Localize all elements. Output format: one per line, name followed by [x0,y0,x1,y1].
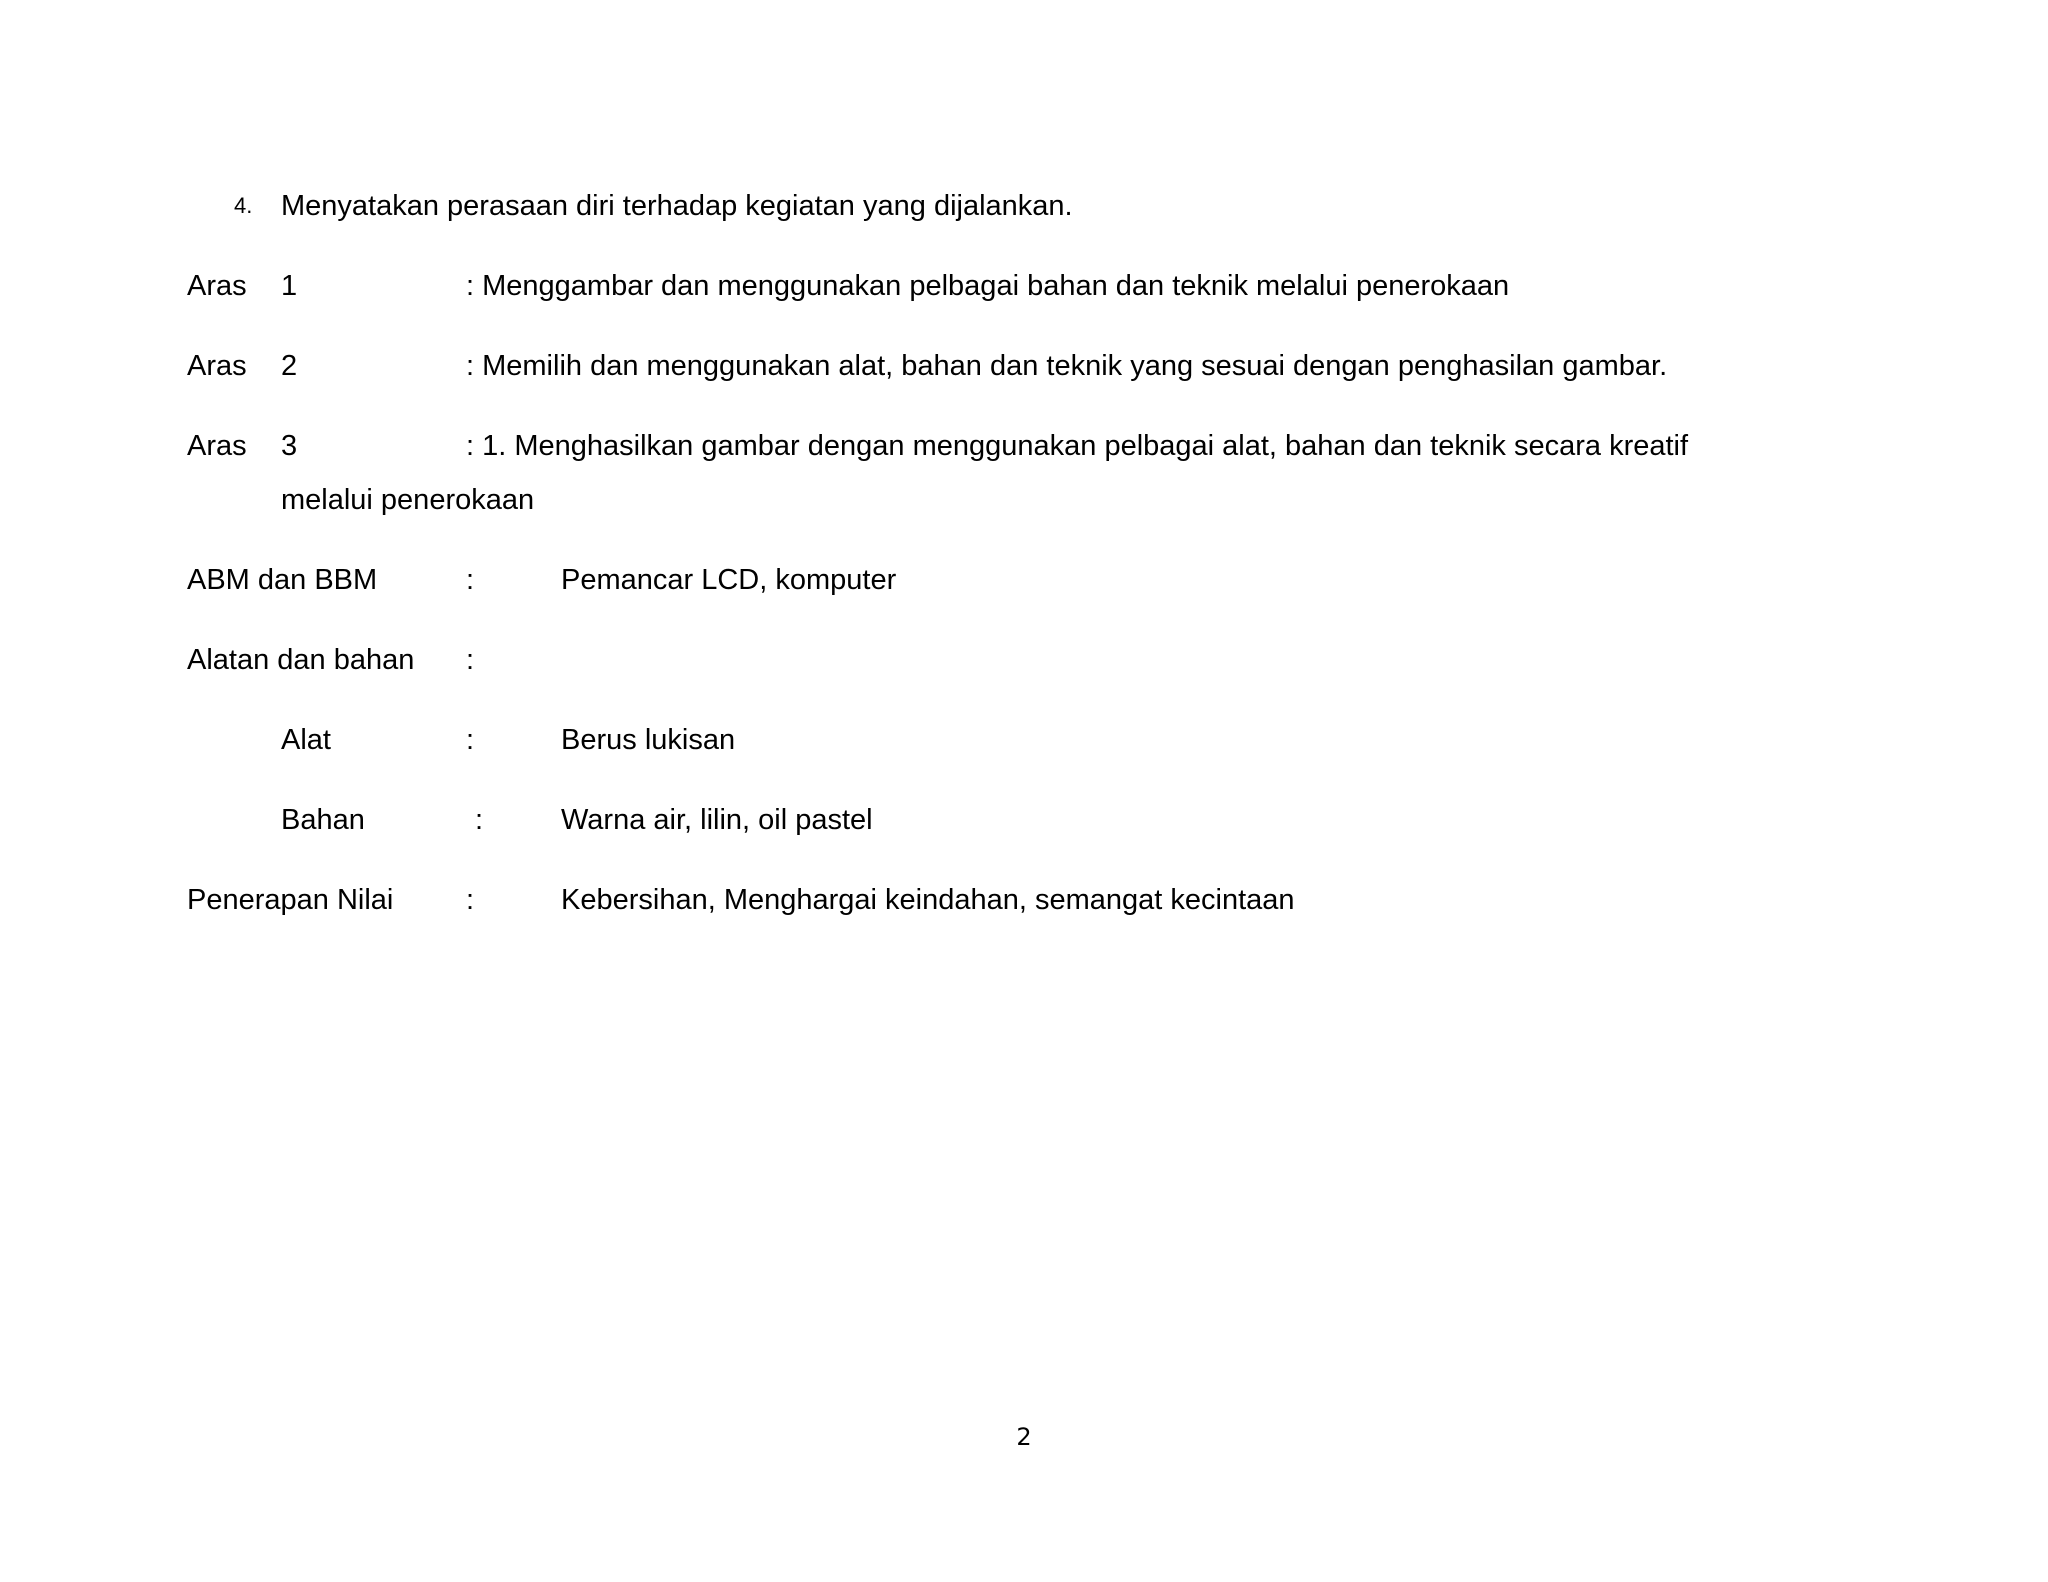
alat-value: Berus lukisan [561,724,736,756]
nilai-colon: : [466,884,475,916]
aras-3-label: Aras [187,430,247,462]
nilai-label: Penerapan Nilai [187,884,394,916]
abm-value: Pemancar LCD, komputer [561,564,897,596]
aras-3-text: : 1. Menghasilkan gambar dengan menggunakan pelbagai alat, bahan dan teknik secara kreatif [466,430,1689,462]
alat-label: Alat [281,724,331,756]
aras-1-text: : Menggambar dan menggunakan pelbagai bahan dan teknik melalui penerokaan [466,270,1510,302]
alat-colon: : [466,724,475,756]
aras-2-text: : Memilih dan menggunakan alat, bahan dan teknik yang sesuai dengan penghasilan gambar. [466,350,1668,382]
aras-2-level: 2 [281,350,298,382]
page-number: 2 [1016,1423,1032,1451]
item-4-text: Menyatakan perasaan diri terhadap kegiatan yang dijalankan. [281,190,1073,222]
aras-3-level: 3 [281,430,298,462]
item-4-number: 4. [234,193,253,218]
abm-label: ABM dan BBM [187,564,378,596]
bahan-label: Bahan [281,804,365,836]
bahan-colon: : [475,804,484,836]
nilai-value: Kebersihan, Menghargai keindahan, semangat kecintaan [561,884,1295,916]
alatan-label: Alatan dan bahan [187,644,415,676]
aras-2-label: Aras [187,350,247,382]
abm-colon: : [466,564,475,596]
aras-1-level: 1 [281,270,298,302]
alatan-colon: : [466,644,475,676]
bahan-value: Warna air, lilin, oil pastel [561,804,873,836]
aras-1-label: Aras [187,270,247,302]
aras-3-continuation: melalui penerokaan [281,484,535,516]
